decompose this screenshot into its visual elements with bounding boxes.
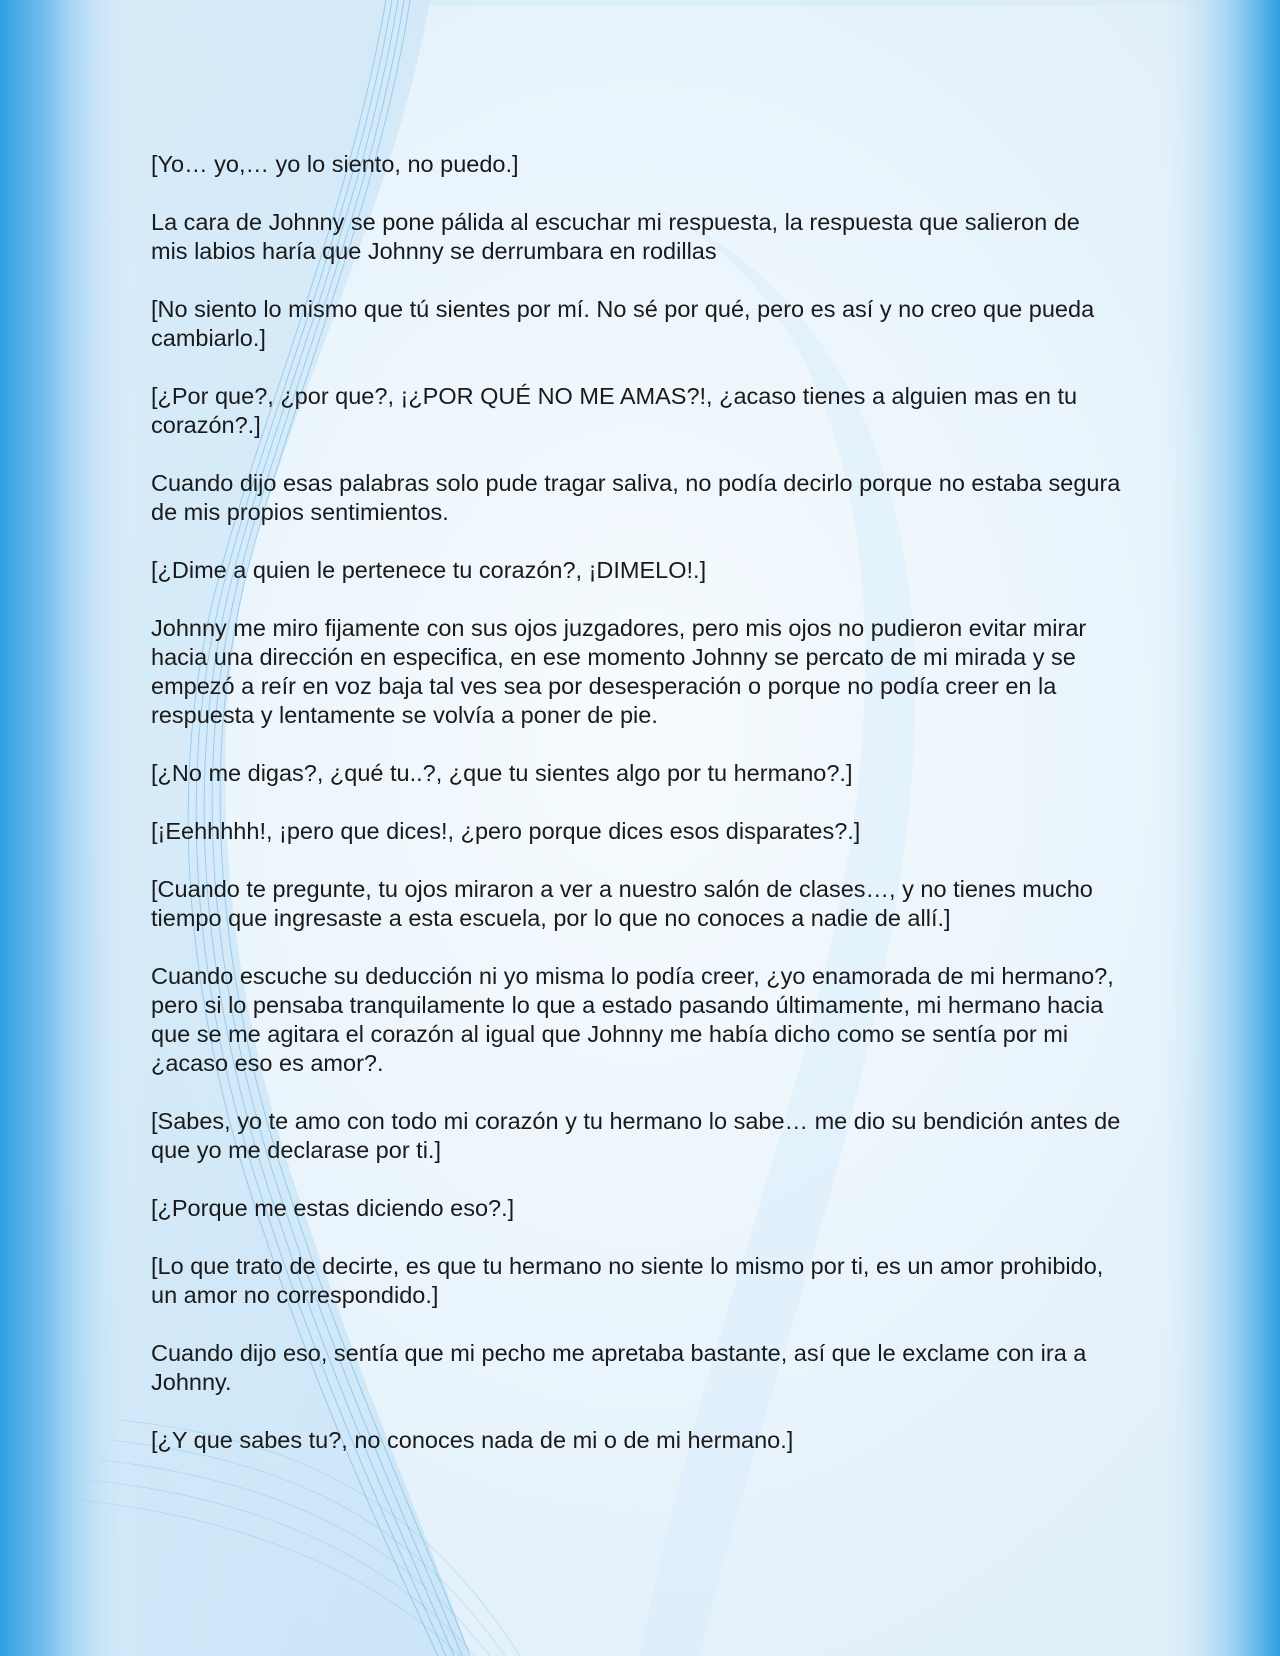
paragraph: [¿Porque me estas diciendo eso?.] <box>151 1195 515 1221</box>
paragraph: Johnny me miro fijamente con sus ojos juzgadores, pero mis ojos no pudieron evitar mirar hacia una dirección en especifica, en ese momento Johnny se percato de mi mirada y se empezó a reír en voz baja tal ves sea por desesperación o porque no podía creer en la respuesta y lentamente se volvía a poner de pie. <box>151 615 1087 728</box>
paragraph: Cuando dijo esas palabras solo pude tragar saliva, no podía decirlo porque no estaba segura de mis propios sentimientos. <box>151 470 1121 525</box>
paragraph: [Lo que trato de decirte, es que tu hermano no siente lo mismo por ti, es un amor prohibido, un amor no correspondido.] <box>151 1253 1104 1308</box>
paragraph: Cuando escuche su deducción ni yo misma lo podía creer, ¿yo enamorada de mi hermano?, pero si lo pensaba tranquilamente lo que a estado pasando últimamente, mi hermano hacia que se me agitara el corazón al igual que Johnny me había dicho como se sentía por mi ¿acaso eso es amor?. <box>151 963 1114 1076</box>
paragraph: [Sabes, yo te amo con todo mi corazón y tu hermano lo sabe… me dio su bendición antes de que yo me declarase por ti.] <box>151 1108 1121 1163</box>
paragraph: [¿No me digas?, ¿qué tu..?, ¿que tu sientes algo por tu hermano?.] <box>151 760 853 786</box>
document-body <box>151 150 1121 1484</box>
paragraph: [¿Y que sabes tu?, no conoces nada de mi o de mi hermano.] <box>151 1427 794 1453</box>
paragraph: [¿Por que?, ¿por que?, ¡¿POR QUÉ NO ME AMAS?!, ¿acaso tienes a alguien mas en tu corazón?.] <box>151 383 1078 438</box>
paragraph: [Yo… yo,… yo lo siento, no puedo.] <box>151 151 519 177</box>
paragraph: La cara de Johnny se pone pálida al escuchar mi respuesta, la respuesta que salieron de mis labios haría que Johnny se derrumbara en rodillas <box>151 209 1080 264</box>
paragraph: [¡Eehhhhh!, ¡pero que dices!, ¿pero porque dices esos disparates?.] <box>151 818 861 844</box>
paragraph: [Cuando te pregunte, tu ojos miraron a ver a nuestro salón de clases…, y no tienes mucho tiempo que ingresaste a esta escuela, por lo que no conoces a nadie de allí.] <box>151 876 1093 931</box>
paragraph: [No siento lo mismo que tú sientes por mí. No sé por qué, pero es así y no creo que pueda cambiarlo.] <box>151 296 1095 351</box>
paragraph: [¿Dime a quien le pertenece tu corazón?, ¡DIMELO!.] <box>151 557 707 583</box>
paragraph: Cuando dijo eso, sentía que mi pecho me apretaba bastante, así que le exclame con ira a Johnny. <box>151 1340 1087 1395</box>
